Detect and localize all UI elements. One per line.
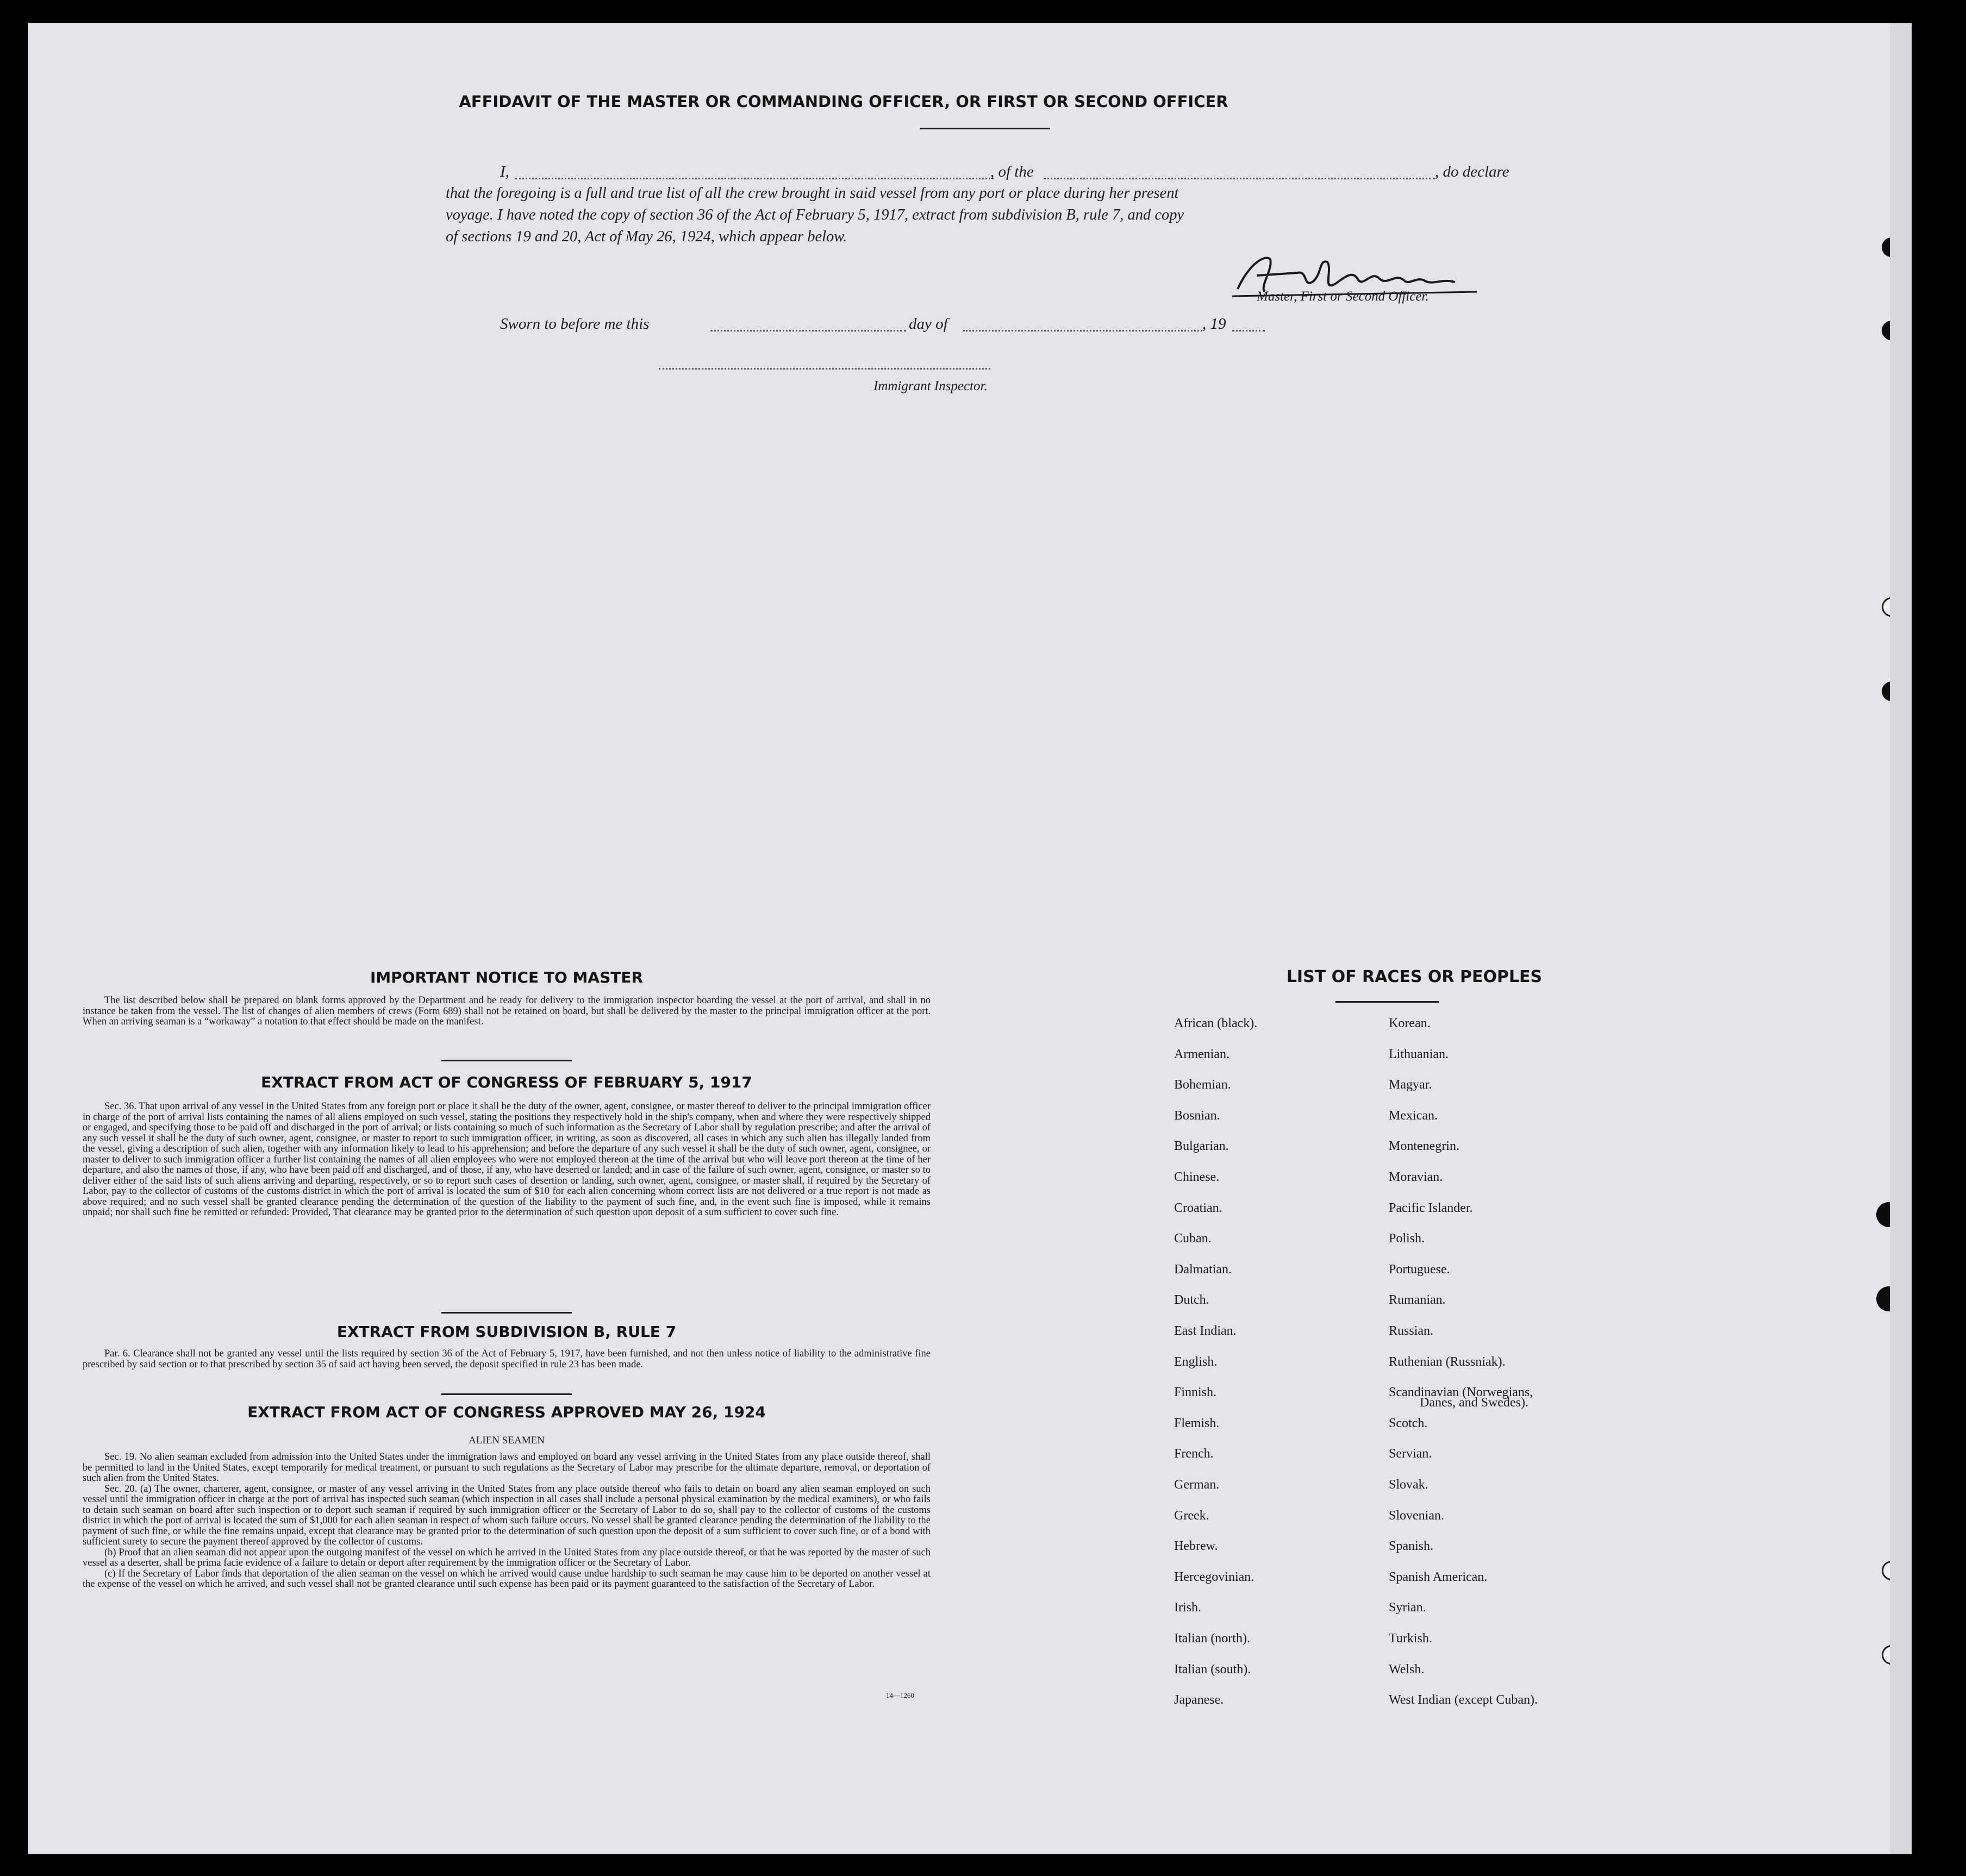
race-item: Korean.	[1389, 1016, 1431, 1030]
year-prefix: , 19	[1202, 315, 1226, 333]
race-item: Spanish.	[1389, 1539, 1434, 1554]
race-item: Pacific Islander.	[1389, 1200, 1473, 1215]
race-item: German.	[1174, 1478, 1220, 1492]
notice-title: IMPORTANT NOTICE TO MASTER	[370, 968, 644, 986]
extract-1924-title: EXTRACT FROM ACT OF CONGRESS APPROVED MAY 26, 1924	[247, 1403, 766, 1421]
document-page	[28, 23, 1912, 1854]
punch-hole	[1882, 681, 1901, 701]
sec-20b-paragraph: (b) Proof that an alien seaman did not appear upon the outgoing manifest of the vessel on which he arrived in the United States from any place outside thereof, or that he was reported by the master of such vessel as a deserter, shall be prima facie evidence of a failure to detain or deport after requirement by the immigration officer or the Secretary of Labor.	[83, 1547, 931, 1568]
sec-20c-paragraph: (c) If the Secretary of Labor finds that deportation of the alien seaman on the vessel on which he arrived would cause undue hardship to such seaman he may cause him to be deported on another vessel at the expense of the vessel on which he arrived, and such vessel shall not be granted clearance until such expense has been paid or its payment guaranteed to the satisfaction of the Secretary of Labor.	[83, 1568, 931, 1590]
signature-caption: Master, First or Second Officer.	[1257, 289, 1429, 304]
punch-hole	[1882, 1561, 1901, 1580]
race-item: Polish.	[1389, 1231, 1425, 1246]
race-item: African (black).	[1174, 1016, 1258, 1030]
race-item: Finnish.	[1174, 1385, 1217, 1400]
race-item-continuation: Danes, and Swedes).	[1420, 1396, 1528, 1410]
race-item: Dutch.	[1174, 1293, 1209, 1308]
of-the-label: , of the	[990, 163, 1034, 180]
race-item: Flemish.	[1174, 1416, 1220, 1430]
extract-rule7-title: EXTRACT FROM SUBDIVISION B, RULE 7	[336, 1323, 677, 1341]
race-item: Japanese.	[1174, 1693, 1224, 1708]
race-item: Chinese.	[1174, 1170, 1220, 1184]
punch-hole	[1876, 1286, 1901, 1311]
race-item: Bohemian.	[1174, 1078, 1231, 1092]
sworn-month-blank	[963, 330, 1202, 332]
extract-1924-body	[83, 1452, 931, 1590]
race-item: Croatian.	[1174, 1200, 1222, 1215]
extract-1917-title: EXTRACT FROM ACT OF CONGRESS OF FEBRUARY 5, 1917	[261, 1073, 752, 1091]
affidavit-line-2: voyage. I have noted the copy of section 36 of the Act of February 5, 1917, extract from subdivision B, rule 7, and copy	[446, 207, 1184, 223]
notice-rule	[441, 1060, 572, 1061]
punch-hole	[1882, 597, 1901, 617]
punch-hole	[1882, 321, 1901, 340]
race-item: East Indian.	[1174, 1324, 1237, 1338]
race-item: French.	[1174, 1447, 1214, 1461]
race-item: Portuguese.	[1389, 1262, 1450, 1277]
affidavit-line-1: that the foregoing is a full and true list of all the crew brought in said vessel from any port or place during her present	[446, 185, 1179, 202]
race-item: Ruthenian (Russniak).	[1389, 1354, 1506, 1369]
race-item: Russian.	[1389, 1324, 1434, 1338]
extract-1917-rule	[441, 1312, 572, 1314]
extract-1917-body	[83, 1102, 931, 1218]
punch-hole	[1882, 237, 1901, 257]
race-item: Hercegovinian.	[1174, 1569, 1255, 1584]
par-6-paragraph: Par. 6. Clearance shall not be granted any vessel until the lists required by section 36 of the Act of February 5, 1917, have been furnished, and not then unless notice of liability to the administrative fine prescribed by said section or to that prescribed by section 35 of said act having been served, the deposit specified in rule 23 has been made.	[83, 1348, 931, 1370]
race-item: Armenian.	[1174, 1047, 1229, 1061]
extract-rule7-rule	[441, 1393, 572, 1395]
affidavit-title: AFFIDAVIT OF THE MASTER OR COMMANDING OFFICER, OR FIRST OR SECOND OFFICER	[459, 92, 1228, 111]
inspector-caption: Immigrant Inspector.	[873, 379, 988, 393]
sec-19-paragraph: Sec. 19. No alien seaman excluded from admission into the United States under the immigration laws and employed on board any vessel arriving in the United States from any place outside thereof, shall be permitted to land in the United States, except temporarily for medical treatment, or pursuant to such regulations as the Secretary of Labor may prescribe for the ultimate departure, removal, or deportation of such alien from the United States.	[83, 1452, 931, 1484]
race-item: Scotch.	[1389, 1416, 1428, 1430]
race-item: Magyar.	[1389, 1078, 1432, 1092]
i-label: I,	[500, 163, 509, 180]
extract-rule7-body	[83, 1349, 931, 1370]
race-item: Hebrew.	[1174, 1539, 1218, 1554]
race-item: Rumanian.	[1389, 1293, 1446, 1308]
race-item: Mexican.	[1389, 1108, 1438, 1123]
race-item: English.	[1174, 1354, 1218, 1369]
punch-hole	[1882, 1645, 1901, 1665]
race-item: Turkish.	[1389, 1631, 1432, 1646]
race-item: Montenegrin.	[1389, 1139, 1459, 1154]
day-of-label: day of	[909, 315, 948, 333]
race-item: Syrian.	[1389, 1600, 1426, 1615]
section-36-paragraph: Sec. 36. That upon arrival of any vessel in the United States from any foreign port or place it shall be the duty of the owner, agent, consignee, or master thereof to deliver to the principal immigration officer in charge of the port of arrival lists containing the names of all aliens employed on such vessel, stating the positions they respectively hold in the ship's company, when and where they were respectively shipped or engaged, and specifying those to be paid off and discharged in the port of arrival; or lists containing so much of such information as the Secretary of Labor shall by regulation prescribe; and after the arrival of any such vessel it shall be the duty of such owner, agent, consignee, or master to report to such immigration officer, in writing, as soon as discovered, all cases in which any such alien has illegally landed from the vessel, giving a description of such alien, together with any information likely to lead to his apprehension; and before the departure of any such vessel it shall be the duty of such owner, agent, consignee, or master to deliver to such immigration officer a further list containing the names of all alien employees who were not employed thereon at the time of the arrival but who will leave port thereon at the time of her departure, and also the names of those, if any, who have been paid off and discharged, and of those, if any, who have deserted or landed; and in case of the failure of such owner, agent, consignee, or master so to deliver either of the said lists of such aliens arriving and departing, respectively, or so to report such cases of desertion or landing, such owner, agent, consignee, or master shall, if required by the Secretary of Labor, pay to the collector of customs of the customs district in which the port of arrival is located the sum of $10 for each alien concerning whom correct lists are not delivered or a true report is not made as above required; and no such vessel shall be granted clearance pending the determination of the question of the liability to the payment of such fine, and, in the event such fine is imposed, while it remains unpaid; nor shall such fine be remitted or refunded: Provided, That clearance may be granted prior to the determination of such question upon deposit of a sum sufficient to cover such fine.	[83, 1101, 931, 1218]
race-item: Welsh.	[1389, 1662, 1425, 1677]
form-number: 14—1260	[886, 1691, 914, 1699]
inspector-signature-blank	[659, 368, 990, 370]
races-title: LIST OF RACES OR PEOPLES	[1286, 967, 1543, 986]
punch-hole	[1876, 1202, 1901, 1227]
races-title-rule	[1335, 1001, 1439, 1003]
sworn-label: Sworn to before me this	[500, 315, 650, 333]
sec-20a-paragraph: Sec. 20. (a) The owner, charterer, agent, consignee, or master of any vessel arriving in the United States from any place outside thereof who fails to detain on board any alien seaman employed on such vessel until the immigration officer in charge at the port of arrival has inspected such seaman (which inspection in all cases shall include a personal physical examination by the medical examiners), or who fails to detain such seaman on board after such inspection or to deport such seaman if required by such immigration officer or the Secretary of Labor to do so, shall pay to the collector of customs of the customs district in which the port of arrival is located the sum of $1,000 for each alien seaman in respect of whom such failure occurs. No vessel shall be granted clearance pending the determination of the liability to the payment of such fine, or while the fine remains unpaid, except that clearance may be granted prior to the determination of such question upon the deposit of a sum sufficient to cover such fine, or of a bond with sufficient surety to secure the payment thereof approved by the collector of customs.	[83, 1483, 931, 1547]
notice-paragraph: The list described below shall be prepared on blank forms approved by the Department and be ready for delivery to the immigration inspector boarding the vessel at the port of arrival, and shall in no instance be taken from the vessel. The list of changes of alien members of crews (Form 689) shall not be retained on board, but shall be delivered by the master to the principal immigration officer at the port. When an arriving seaman is a “workaway” a notation to that effect should be made on the manifest.	[83, 995, 931, 1027]
race-item: Spanish American.	[1389, 1569, 1488, 1584]
race-item: Italian (south).	[1174, 1662, 1251, 1677]
race-item: Dalmatian.	[1174, 1262, 1232, 1277]
race-item: Irish.	[1174, 1600, 1201, 1615]
affidavit-line-3: of sections 19 and 20, Act of May 26, 1924, which appear below.	[446, 228, 847, 245]
vessel-blank	[1044, 178, 1435, 179]
name-blank	[515, 178, 994, 179]
race-item: Bosnian.	[1174, 1108, 1220, 1123]
race-item: Bulgarian.	[1174, 1139, 1229, 1154]
affidavit-title-rule	[920, 128, 1050, 129]
race-item: Cuban.	[1174, 1231, 1212, 1246]
race-item: Lithuanian.	[1389, 1047, 1449, 1061]
race-item: Scandinavian (Norwegians,	[1389, 1385, 1533, 1400]
extract-1924-subtitle: ALIEN SEAMEN	[469, 1435, 545, 1446]
race-item: Italian (north).	[1174, 1631, 1250, 1646]
sworn-year-blank	[1232, 330, 1265, 332]
race-item: West Indian (except Cuban).	[1389, 1693, 1538, 1708]
race-item: Greek.	[1174, 1508, 1209, 1523]
do-declare-label: , do declare	[1435, 163, 1509, 180]
race-item: Moravian.	[1389, 1170, 1443, 1184]
notice-body	[83, 996, 931, 1028]
race-item: Servian.	[1389, 1447, 1432, 1461]
race-item: Slovenian.	[1389, 1508, 1444, 1523]
sworn-day-blank	[710, 330, 906, 332]
race-item: Slovak.	[1389, 1478, 1428, 1492]
